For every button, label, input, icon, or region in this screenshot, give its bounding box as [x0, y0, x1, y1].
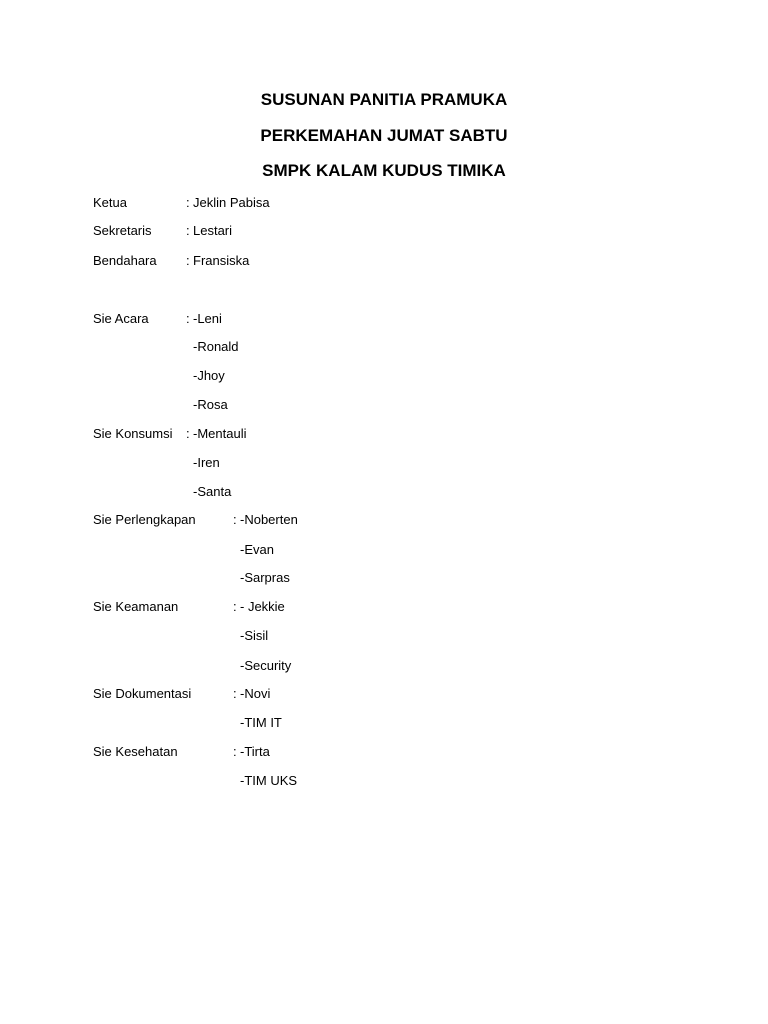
officer-value: Lestari [193, 223, 233, 238]
section-member: -Novi [240, 686, 271, 701]
section-member: -Sisil [240, 628, 269, 643]
separator-colon: : [186, 223, 190, 238]
section-member: -Iren [193, 455, 220, 470]
section-member: -Rosa [193, 397, 228, 412]
section-label: Sie Acara [93, 311, 149, 326]
separator-colon: : [186, 311, 190, 326]
section-label: Sie Konsumsi [93, 426, 173, 441]
section-member: -Ronald [193, 339, 239, 354]
separator-colon: : [233, 686, 237, 701]
section-label: Sie Perlengkapan [93, 512, 196, 527]
section-member: -Leni [193, 311, 222, 326]
section-label: Sie Dokumentasi [93, 686, 192, 701]
section-member: -Mentauli [193, 426, 247, 441]
section-member: -TIM IT [240, 715, 282, 730]
document-title-line-1: SUSUNAN PANITIA PRAMUKA [260, 90, 508, 109]
separator-colon: : [186, 253, 190, 268]
section-member: - Jekkie [240, 599, 285, 614]
officer-label: Bendahara [93, 253, 157, 268]
section-member: -Jhoy [193, 368, 225, 383]
section-label: Sie Keamanan [93, 599, 179, 614]
section-member: -Security [240, 658, 292, 673]
officer-value: Jeklin Pabisa [193, 195, 270, 210]
section-member: -Sarpras [240, 570, 290, 585]
section-member: -Evan [240, 542, 274, 557]
separator-colon: : [233, 744, 237, 759]
officer-value: Fransiska [193, 253, 250, 268]
section-label: Sie Kesehatan [93, 744, 178, 759]
section-member: -TIM UKS [240, 773, 298, 788]
section-member: -Noberten [240, 512, 298, 527]
officer-label: Ketua [93, 195, 127, 210]
officer-label: Sekretaris [93, 223, 152, 238]
separator-colon: : [186, 426, 190, 441]
section-member: -Santa [193, 484, 232, 499]
document-title-line-3: SMPK KALAM KUDUS TIMIKA [262, 161, 506, 180]
separator-colon: : [233, 599, 237, 614]
separator-colon: : [233, 512, 237, 527]
separator-colon: : [186, 195, 190, 210]
section-member: -Tirta [240, 744, 270, 759]
document-title-line-2: PERKEMAHAN JUMAT SABTU [260, 126, 508, 145]
